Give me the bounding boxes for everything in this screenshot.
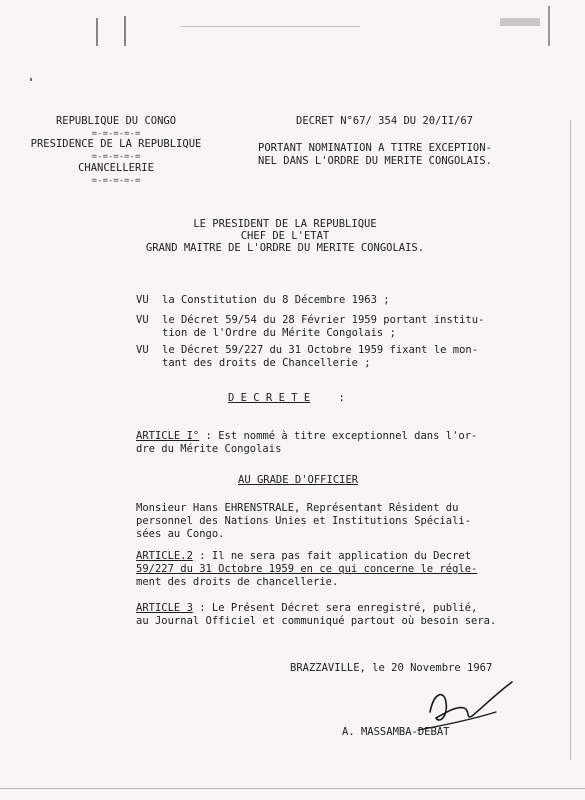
scan-mark bbox=[0, 788, 585, 789]
signatory-name: A. MASSAMBA-DEBAT bbox=[342, 726, 450, 738]
scan-mark bbox=[124, 16, 126, 46]
article-2-cont bbox=[136, 563, 478, 576]
issuer-line2: CHEF DE L'ETAT bbox=[240, 230, 330, 242]
article-2-line2: 59/227 du 31 Octobre 1959 en ce qui concerne le régle- bbox=[136, 563, 478, 575]
consideration-text: le Décret 59/227 du 31 Octobre 1959 fixant le mon- bbox=[162, 344, 479, 356]
separator: =-=-=-=-= bbox=[91, 176, 141, 186]
consideration-text-cont: tant des droits de Chancellerie ; bbox=[162, 357, 371, 369]
decrete-word: D E C R E T E bbox=[228, 392, 311, 404]
article-2-line3: ment des droits de chancellerie. bbox=[136, 576, 339, 588]
article-3-cont: au Journal Officiel et communiqué partout où besoin sera. bbox=[136, 615, 497, 627]
article-2 bbox=[136, 550, 471, 563]
issuer-line1: LE PRESIDENT DE LA REPUBLIQUE bbox=[193, 218, 377, 230]
decrete-heading bbox=[228, 392, 345, 405]
decree-subject-line2: NEL DANS L'ORDRE DU MERITE CONGOLAIS. bbox=[258, 155, 492, 167]
scan-mark bbox=[96, 18, 98, 46]
article-label: ARTICLE I° bbox=[136, 430, 200, 442]
scan-mark bbox=[500, 18, 540, 26]
scan-mark bbox=[548, 6, 550, 46]
decrete-colon: : bbox=[338, 392, 345, 404]
chancellery-heading: CHANCELLERIE bbox=[78, 162, 154, 174]
separator: =-=-=-=-= bbox=[91, 129, 141, 139]
article-1 bbox=[136, 430, 477, 443]
issuer-line3: GRAND MAITRE DE L'ORDRE DU MERITE CONGOLAIS. bbox=[145, 242, 425, 254]
article-label: ARTICLE 3 bbox=[136, 602, 193, 614]
separator: =-=-=-=-= bbox=[91, 152, 141, 162]
consideration-tag: VU bbox=[136, 344, 149, 356]
consideration-text: le Décret 59/54 du 28 Février 1959 portant institu- bbox=[162, 314, 485, 326]
consideration-tag: VU bbox=[136, 314, 149, 326]
recipient-line2: personnel des Nations Unies et Institutions Spéciali- bbox=[136, 515, 472, 527]
article-1-cont: dre du Mérite Congolais bbox=[136, 443, 282, 455]
article-3 bbox=[136, 602, 477, 615]
article-text: : Il ne sera pas fait application du Decret bbox=[199, 550, 472, 562]
scan-mark bbox=[30, 78, 32, 81]
consideration-text-cont: tion de l'Ordre du Mérite Congolais ; bbox=[162, 327, 396, 339]
place-date: BRAZZAVILLE, le 20 Novembre 1967 bbox=[290, 662, 493, 674]
republic-heading: REPUBLIQUE DU CONGO bbox=[55, 115, 177, 127]
recipient-line3: sées au Congo. bbox=[136, 528, 225, 540]
scan-mark bbox=[570, 120, 571, 760]
presidency-heading: PRESIDENCE DE LA REPUBLIQUE bbox=[30, 138, 202, 150]
article-text: : Le Présent Décret sera enregistré, publié, bbox=[199, 602, 478, 614]
decree-subject-line1: PORTANT NOMINATION A TITRE EXCEPTION- bbox=[258, 142, 492, 154]
consideration-text: la Constitution du 8 Décembre 1963 ; bbox=[162, 294, 390, 306]
decree-number: DECRET N°67/ 354 DU 20/II/67 bbox=[296, 115, 474, 127]
article-label: ARTICLE.2 bbox=[136, 550, 193, 562]
grade-heading: AU GRADE D'OFFICIER bbox=[238, 474, 359, 486]
scan-mark bbox=[180, 26, 360, 27]
recipient-line1: Monsieur Hans EHRENSTRALE, Représentant Résident du bbox=[136, 502, 459, 514]
article-text: : Est nommé à titre exceptionnel dans l'or- bbox=[205, 430, 478, 442]
consideration-tag: VU bbox=[136, 294, 149, 306]
